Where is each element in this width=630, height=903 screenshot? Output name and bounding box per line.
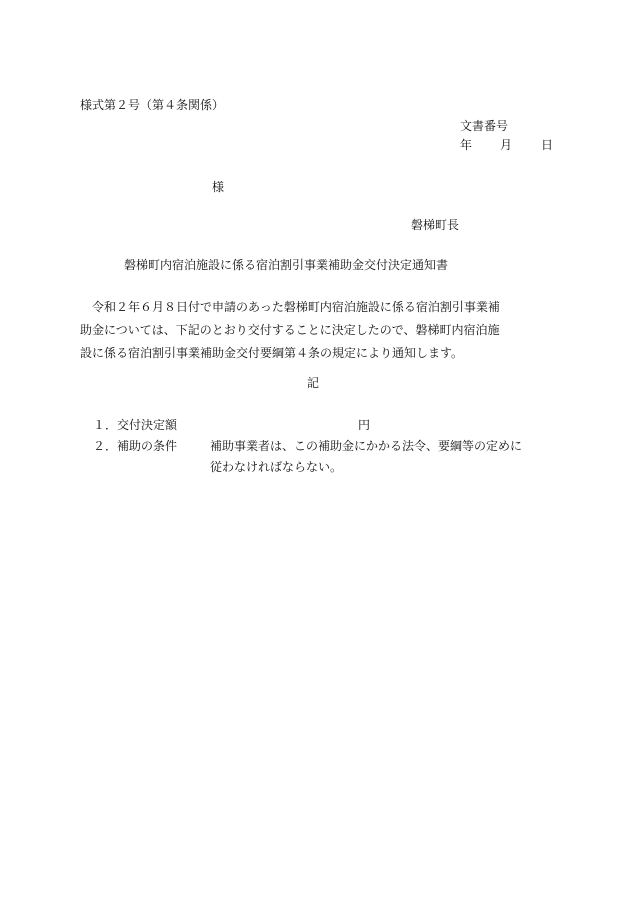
- document-title: 磐梯町内宿泊施設に係る宿泊割引事業補助金交付決定通知書: [124, 258, 449, 272]
- item-conditions-text: 従わなければならない。: [210, 460, 343, 474]
- body-line: 助金については、下記のとおり交付することに決定したので、磐梯町内宿泊施: [80, 323, 500, 337]
- addressee-honorific: 様: [212, 180, 225, 194]
- form-number: 様式第２号（第４条関係）: [80, 98, 225, 112]
- sender-name: 磐梯町長: [411, 218, 460, 232]
- date-month-label: 月: [500, 138, 513, 152]
- item-conditions-text: 補助事業者は、この補助金にかかる法令、要綱等の定めに: [210, 439, 523, 453]
- item-conditions-label: ２．補助の条件: [93, 439, 178, 453]
- date-day-label: 日: [541, 138, 554, 152]
- body-line: 設に係る宿泊割引事業補助金交付要綱第４条の規定により通知します。: [80, 346, 464, 360]
- note-heading: 記: [307, 376, 320, 390]
- body-paragraph: [80, 296, 555, 365]
- item-grant-amount-label: １．交付決定額: [93, 418, 178, 432]
- date-line: [460, 139, 556, 153]
- body-line: 令和２年６月８日付で申請のあった磐梯町内宿泊施設に係る宿泊割引事業補: [92, 300, 500, 314]
- date-year-label: 年: [460, 138, 473, 152]
- item-grant-amount-unit: 円: [358, 418, 371, 432]
- document-number-label: 文書番号: [460, 119, 509, 133]
